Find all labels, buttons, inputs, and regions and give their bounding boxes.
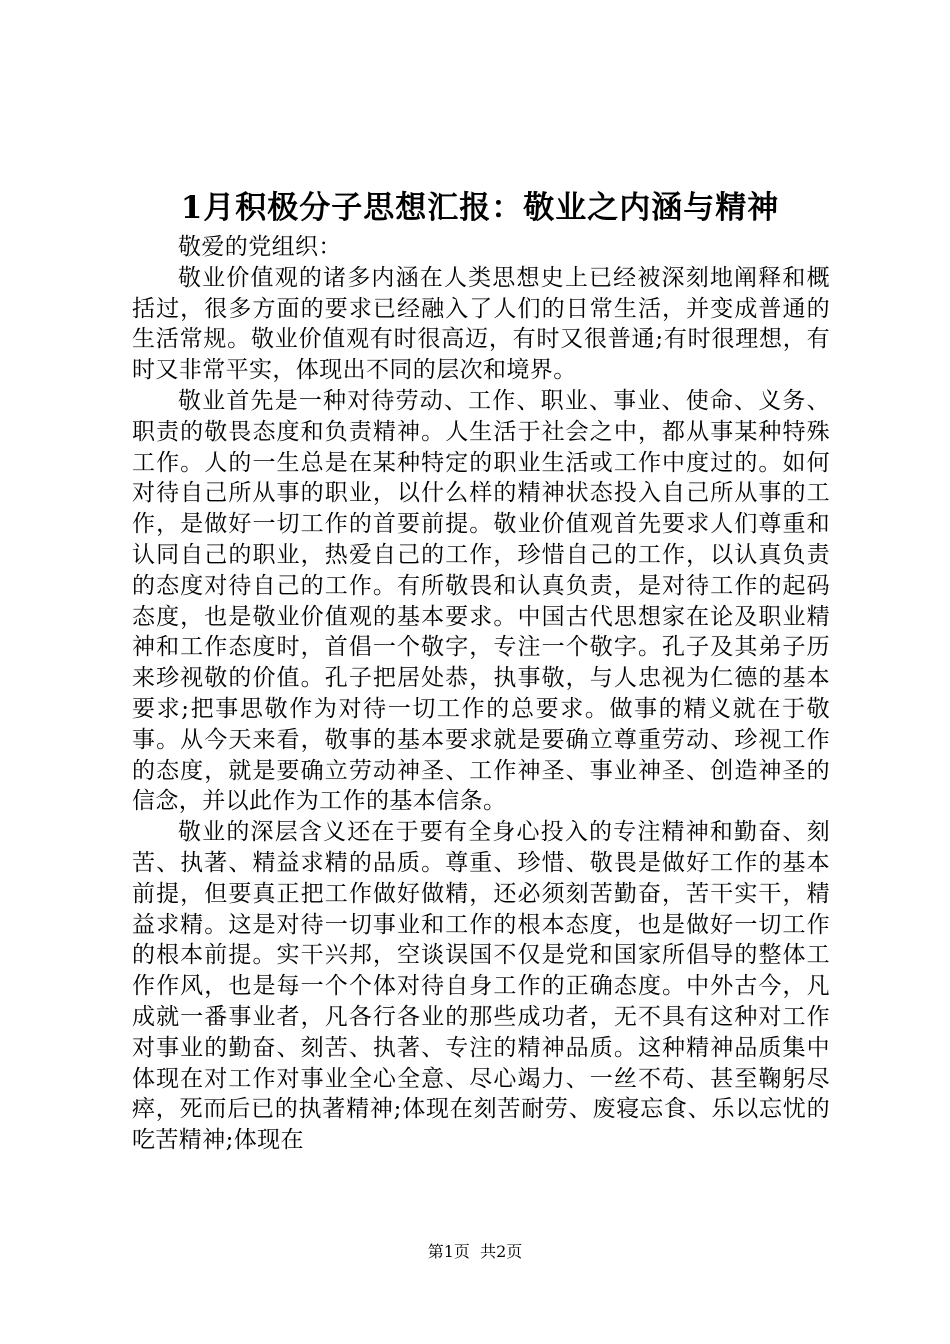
paragraph-3: 敬业的深层含义还在于要有全身心投入的专注精神和勤奋、刻苦、执著、精益求精的品质。尊重、珍惜、敬畏是做好工作的基本前提，但要真正把工作做好做精，还必须刻苦勤奋，苦干实干，精益求精。这是对待一切事业和工作的根本态度，也是做好一切工作的根本前提。实干兴邦，空谈误国不仅是党和国家所倡导的整体工作作风，也是每一个个体对待自身工作的正确态度。中外古今，凡成就一番事业者，凡各行各业的那些成功者，无不具有这种对工作对事业的勤奋、刻苦、执著、专注的精神品质。这种精神品质集中体现在对工作对事业全心全意、尽心竭力、一丝不苟、甚至鞠躬尽瘁，死而后已的执著精神;体现在刻苦耐劳、废寝忘食、乐以忘忧的吃苦精神;体现在 [132, 819, 830, 1154]
document-body [132, 232, 830, 1156]
page-number-footer: 第1页 共2页 [427, 1242, 523, 1261]
paragraph-1: 敬业价值观的诸多内涵在人类思想史上已经被深刻地阐释和概括过，很多方面的要求已经融入了人们的日常生活，并变成普通的生活常规。敬业价值观有时很高迈，有时又很普通;有时很理想，有时又非常平实，体现出不同的层次和境界。 [132, 264, 830, 384]
salutation: 敬爱的党组织： [178, 234, 342, 260]
document-title: 1月积极分子思想汇报：敬业之内涵与精神 [180, 190, 780, 226]
paragraph-2: 敬业首先是一种对待劳动、工作、职业、事业、使命、义务、职责的敬畏态度和负责精神。人生活于社会之中，都从事某种特殊工作。人的一生总是在某种特定的职业生活或工作中度过的。如何对待自己所从事的职业，以什么样的精神状态投入自己所从事的工作，是做好一切工作的首要前提。敬业价值观首先要求人们尊重和认同自己的职业，热爱自己的工作，珍惜自己的工作，以认真负责的态度对待自己的工作。有所敬畏和认真负责，是对待工作的起码态度，也是敬业价值观的基本要求。中国古代思想家在论及职业精神和工作态度时，首倡一个敬字，专注一个敬字。孔子及其弟子历来珍视敬的价值。孔子把居处恭，执事敬，与人忠视为仁德的基本要求;把事思敬作为对待一切工作的总要求。做事的精义就在于敬事。从今天来看，敬事的基本要求就是要确立尊重劳动、珍视工作的态度，就是要确立劳动神圣、工作神圣、事业神圣、创造神圣的信念，并以此作为工作的基本信条。 [132, 387, 830, 815]
